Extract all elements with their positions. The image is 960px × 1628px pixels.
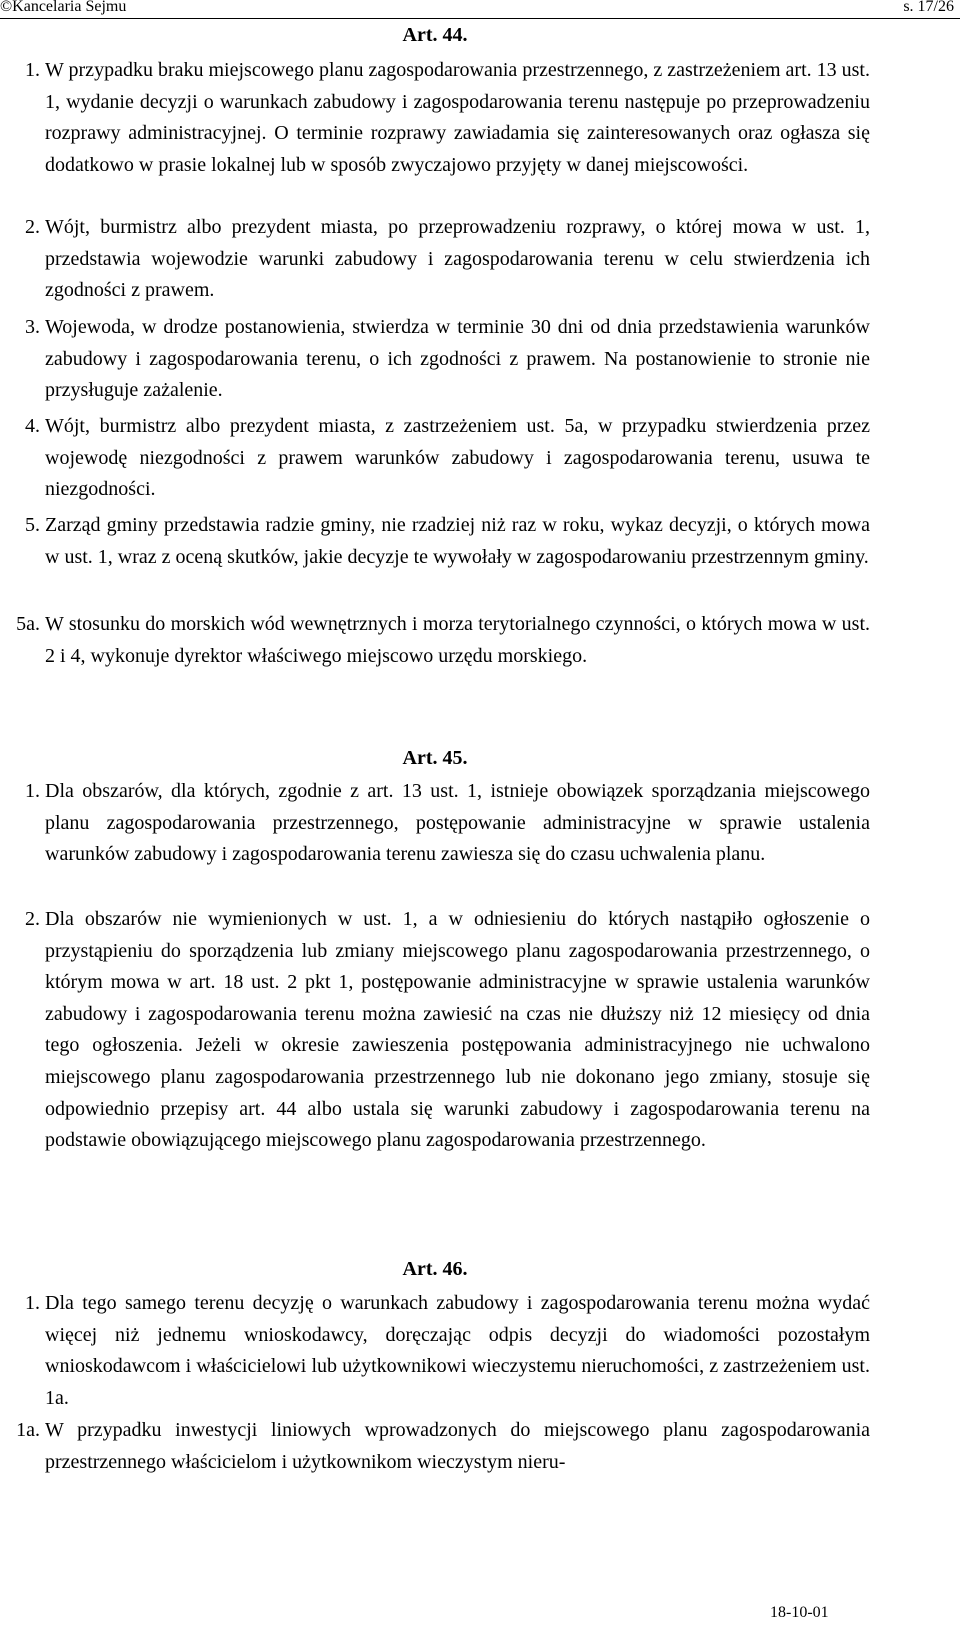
article-title: Art. 46. bbox=[402, 1258, 468, 1280]
paragraph-text: W przypadku inwestycji liniowych wprowadzonych do miejscowego planu zagospodarowania przestrzennego właścicielom i użytkownikom wieczystym nieru- bbox=[45, 1419, 870, 1473]
paragraph-number: 5a. bbox=[16, 613, 40, 635]
paragraph-number: 1. bbox=[25, 780, 40, 802]
paragraph bbox=[25, 776, 870, 871]
footer-date: 18-10-01 bbox=[770, 1604, 829, 1621]
paragraph-number: 2. bbox=[25, 908, 40, 930]
header-divider bbox=[0, 18, 960, 19]
paragraph-number: 1. bbox=[25, 1292, 40, 1314]
paragraph bbox=[16, 1415, 870, 1478]
paragraph bbox=[25, 411, 870, 506]
paragraph bbox=[25, 904, 870, 1157]
paragraph-number: 1a. bbox=[16, 1419, 40, 1441]
article-title: Art. 44. bbox=[402, 24, 468, 46]
paragraph bbox=[25, 212, 870, 307]
paragraph-number: 5. bbox=[25, 514, 40, 536]
paragraph bbox=[25, 510, 870, 573]
article-title: Art. 45. bbox=[402, 747, 468, 769]
paragraph-text: Wojewoda, w drodze postanowienia, stwierdza w terminie 30 dni od dnia przedstawienia warunków zabudowy i zagospodarowania terenu, o ich zgodności z prawem. Na postanowienie to stronie nie przysługuje zażalenie. bbox=[45, 316, 870, 402]
paragraph-text: Zarząd gminy przedstawia radzie gminy, nie rzadziej niż raz w roku, wykaz decyzji, o których mowa w ust. 1, wraz z oceną skutków, jakie decyzje te wywołały w zagospodarowaniu przestrzennym gminy. bbox=[45, 514, 870, 568]
paragraph-text: Dla obszarów, dla których, zgodnie z art. 13 ust. 1, istnieje obowiązek sporządzania miejscowego planu zagospodarowania przestrzennego, postępowanie administracyjne w sprawie ustalenia warunków zabudowy i zagospodarowania terenu zawiesza się do czasu uchwalenia planu. bbox=[45, 780, 870, 866]
paragraph-text: W przypadku braku miejscowego planu zagospodarowania przestrzennego, z zastrzeżeniem art. 13 ust. 1, wydanie decyzji o warunkach zabudowy i zagospodarowania terenu następuje po przeprowadzeniu rozprawy administracyjnej. O terminie rozprawy zawiadamia się zainteresowanych oraz ogłasza się dodatkowo w prasie lokalnej lub w sposób zwyczajowo przyjęty w danej miejscowości. bbox=[45, 59, 870, 176]
paragraph bbox=[25, 1288, 870, 1414]
paragraph bbox=[16, 609, 870, 672]
paragraph-number: 1. bbox=[25, 59, 40, 81]
paragraph-number: 2. bbox=[25, 216, 40, 238]
paragraph-text: W stosunku do morskich wód wewnętrznych i morza terytorialnego czynności, o których mowa w ust. 2 i 4, wykonuje dyrektor właściwego miejscowo urzędu morskiego. bbox=[45, 613, 870, 667]
paragraph-text: Dla obszarów nie wymienionych w ust. 1, a w odniesieniu do których nastąpiło ogłoszenie o przystąpieniu do sporządzenia lub zmiany miejscowego planu zagospodarowania przestrzennego, o którym mowa w art. 18 ust. 2 pkt 1, postępowanie administracyjne w sprawie ustalenia warunków zabudowy i zagospodarowania terenu można zawiesić na czas nie dłuższy niż 12 miesięcy od dnia tego ogłoszenia. Jeżeli w okresie zawieszenia postępowania administracyjnego nie uchwalono miejscowego planu zagospodarowania przestrzennego lub nie dokonano jego zmiany, stosuje się odpowiednio przepisy art. 44 albo ustala się warunki zabudowy i zagospodarowania terenu na podstawie obowiązującego miejscowego planu zagospodarowania przestrzennego. bbox=[45, 908, 870, 1152]
header-page-number: s. 17/26 bbox=[903, 0, 954, 15]
paragraph-text: Wójt, burmistrz albo prezydent miasta, z zastrzeżeniem ust. 5a, w przypadku stwierdzenia przez wojewodę niezgodności z prawem warunków zabudowy i zagospodarowania terenu, usuwa te niezgodności. bbox=[45, 415, 870, 501]
paragraph-number: 3. bbox=[25, 316, 40, 338]
header-source: ©Kancelaria Sejmu bbox=[0, 0, 127, 15]
paragraph bbox=[25, 55, 870, 181]
paragraph bbox=[25, 312, 870, 407]
paragraph-text: Wójt, burmistrz albo prezydent miasta, po przeprowadzeniu rozprawy, o której mowa w ust. 1, przedstawia wojewodzie warunki zabudowy i zagospodarowania terenu w celu stwierdzenia ich zgodności z prawem. bbox=[45, 216, 870, 302]
paragraph-number: 4. bbox=[25, 415, 40, 437]
paragraph-text: Dla tego samego terenu decyzję o warunkach zabudowy i zagospodarowania terenu można wydać więcej niż jednemu wnioskodawcy, doręczając odpis decyzji do wiadomości pozostałym wnioskodawcom i właścicielowi lub użytkownikowi wieczystemu nieruchomości, z zastrzeżeniem ust. 1a. bbox=[45, 1292, 870, 1409]
